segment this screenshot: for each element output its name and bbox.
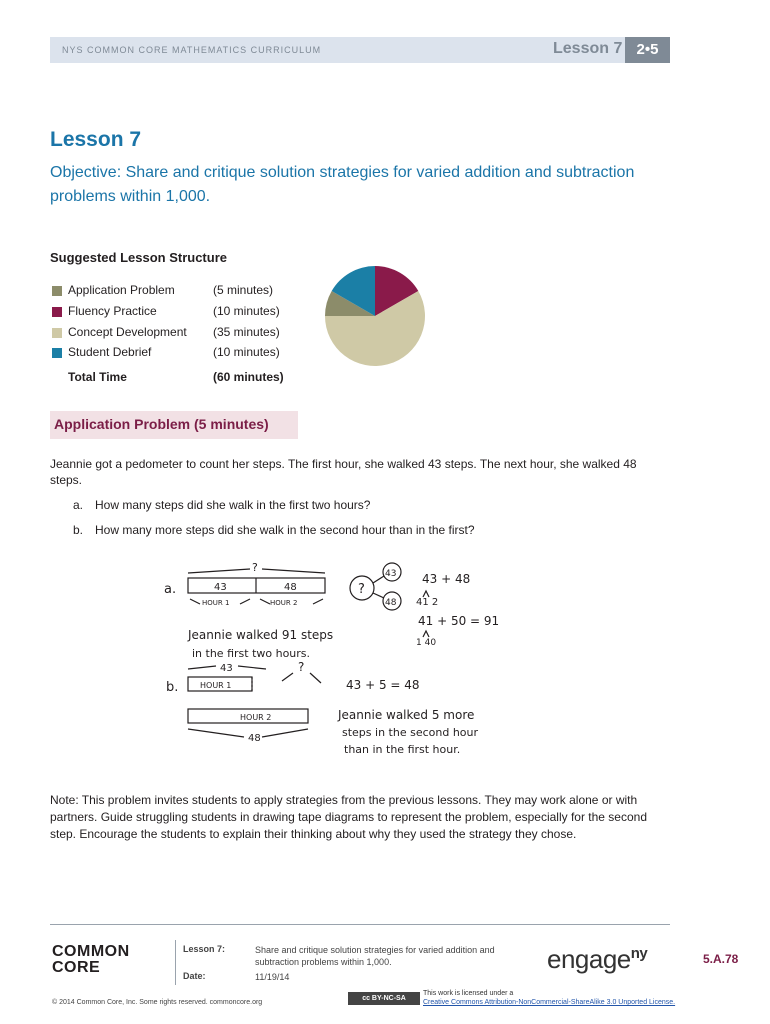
footer-separator [175,940,176,985]
page-header [50,37,670,63]
cc-license-badge: cc BY-NC-SA [348,992,420,1005]
footer-divider [50,924,670,925]
hour-2-label: HOUR 2 [270,599,298,607]
split-41-2: 41 2 [416,597,439,608]
structure-item-minutes: (10 minutes) [213,304,280,318]
b-segment-43: 43 [220,663,233,674]
answer-a-line-2: in the first two hours. [192,647,311,660]
page-number: 5.A.78 [703,952,739,966]
answer-b-line-2: steps in the second hour [342,726,479,739]
answer-a-line-1: Jeannie walked 91 steps [188,628,334,642]
bond-connectors [373,576,384,598]
bond-part-43: 43 [385,569,397,579]
common-core-logo: COMMON [52,943,130,960]
ny-text: ny [630,945,648,962]
equation-43-plus-5: 43 + 5 = 48 [346,678,420,692]
hour-1-label: HOUR 1 [202,599,230,607]
b-question-ticks [282,673,321,683]
structure-item-minutes: (5 minutes) [213,283,274,297]
legend-swatch [52,307,62,317]
equation-43-plus-48: 43 + 48 [422,572,471,586]
split-1-40: 1 40 [416,638,437,648]
question-label: b. [73,523,84,537]
tape-segment-43: 43 [214,582,227,593]
total-question-mark: ? [252,561,258,574]
legend-swatch [52,348,62,358]
answer-b-line-1: Jeannie walked 5 more [338,708,475,722]
structure-item-minutes: (35 minutes) [213,325,280,339]
question-a [73,498,370,512]
license-text: This work is licensed under a [423,990,514,997]
footer-date-key: Date: [183,971,206,981]
structure-item-minutes: (10 minutes) [213,345,280,359]
total-minutes: (60 minutes) [213,370,284,384]
student-work-drawing [160,555,510,770]
header-lesson: Lesson 7 [553,40,623,57]
bond-part-48: 48 [385,598,397,608]
license-link[interactable]: Creative Commons Attribution-NonCommercial-ShareAlike 3.0 Unported License. [423,999,676,1006]
common-core-logo-line-2: CORE [52,959,101,976]
structure-item-name: Fluency Practice [68,304,157,318]
structure-item-name: Student Debrief [68,345,152,359]
tape-segment-48: 48 [284,582,297,593]
application-heading-box [50,411,298,439]
part-a-label: a. [164,582,177,597]
b-hour-1-label: HOUR 1 [200,681,232,690]
structure-item-name: Application Problem [68,283,175,297]
engageny-logo [547,944,647,975]
legend-swatch [52,328,62,338]
lesson-title: Lesson 7 [50,128,142,151]
curriculum-label: NYS COMMON CORE MATHEMATICS CURRICULUM [62,45,322,55]
footer-lesson-value: Share and critique solution strategies for varied addition and subtraction problems within 1,000. [255,945,495,967]
b-segment-48: 48 [248,733,261,744]
b-hour-2-label: HOUR 2 [240,713,272,722]
total-label: Total Time [68,370,127,384]
question-label: a. [73,498,84,512]
lesson-objective: Objective: Share and critique solution strategies for varied addition and subtraction problems within 1,000. [50,164,635,205]
question-text: How many steps did she walk in the first two hours? [95,498,371,512]
part-b-label: b. [166,680,179,695]
split-caret [423,631,429,637]
structure-heading: Suggested Lesson Structure [50,250,227,265]
question-b [73,523,475,537]
module-badge: 2•5 [625,37,670,63]
teacher-note: Note: This problem invites students to apply strategies from the previous lessons. They may work alone or with partners. Guide struggling students in drawing tape diagrams to represent the problem, especially for the second step. Encourage the students to explain their thinking about why they used the strategy they chose. [50,793,647,841]
answer-b-line-3: than in the first hour. [344,743,461,756]
b-question-mark: ? [298,660,305,674]
problem-text: Jeannie got a pedometer to count her steps. The first hour, she walked 43 steps. The next hour, she walked 48 steps. [50,457,637,487]
footer-date-value: 11/19/14 [255,972,290,982]
equation-41-plus-50: 41 + 50 = 91 [418,614,500,628]
footer-lesson-key: Lesson 7: [183,944,226,954]
legend-swatch [52,286,62,296]
lesson-structure-pie-chart [324,265,426,367]
bond-question: ? [358,582,365,597]
question-text: How many more steps did she walk in the second hour than in the first? [95,523,475,537]
engage-text: engage [547,944,631,974]
structure-item-name: Concept Development [68,325,187,339]
copyright-notice: © 2014 Common Core, Inc. Some rights reserved. commoncore.org [52,999,263,1006]
application-heading: Application Problem (5 minutes) [54,416,269,432]
